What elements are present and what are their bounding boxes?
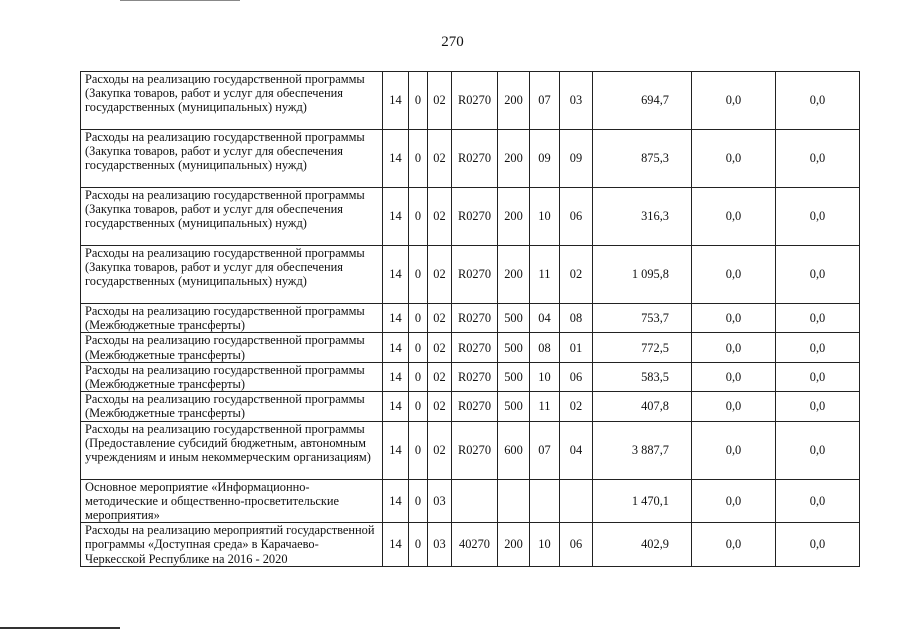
- expense-type-code: 500: [498, 304, 530, 333]
- table-row: [81, 479, 860, 523]
- page-number: 270: [441, 34, 464, 50]
- subprogram-code: 0: [409, 333, 428, 362]
- amount-year-3: 0,0: [776, 421, 860, 479]
- section-code: 10: [530, 188, 560, 246]
- subprogram-code: 0: [409, 188, 428, 246]
- amount-year-1: 1 470,1: [593, 479, 692, 523]
- subsection-code: [560, 479, 593, 523]
- event-code: 02: [428, 130, 452, 188]
- program-code: 14: [383, 130, 409, 188]
- subsection-code: 02: [560, 392, 593, 421]
- amount-year-1: 316,3: [593, 188, 692, 246]
- event-code: 02: [428, 362, 452, 391]
- amount-year-2: 0,0: [692, 304, 776, 333]
- table-row: [81, 362, 860, 391]
- subprogram-code: 0: [409, 392, 428, 421]
- amount-year-3: 0,0: [776, 304, 860, 333]
- direction-code: R0270: [452, 421, 498, 479]
- direction-code: [452, 479, 498, 523]
- table-row: [81, 188, 860, 246]
- expense-type-code: 500: [498, 362, 530, 391]
- amount-year-2: 0,0: [692, 188, 776, 246]
- expense-type-code: 200: [498, 188, 530, 246]
- program-code: 14: [383, 362, 409, 391]
- subprogram-code: 0: [409, 479, 428, 523]
- amount-year-2: 0,0: [692, 333, 776, 362]
- amount-year-2: 0,0: [692, 72, 776, 130]
- program-code: 14: [383, 72, 409, 130]
- direction-code: 40270: [452, 523, 498, 567]
- subsection-code: 02: [560, 246, 593, 304]
- subprogram-code: 0: [409, 246, 428, 304]
- amount-year-1: 407,8: [593, 392, 692, 421]
- amount-year-2: 0,0: [692, 362, 776, 391]
- amount-year-2: 0,0: [692, 246, 776, 304]
- row-description: Расходы на реализацию государственной программы (Межбюджетные трансферты): [81, 362, 383, 391]
- amount-year-3: 0,0: [776, 188, 860, 246]
- subprogram-code: 0: [409, 72, 428, 130]
- program-code: 14: [383, 479, 409, 523]
- event-code: 02: [428, 72, 452, 130]
- amount-year-1: 753,7: [593, 304, 692, 333]
- event-code: 02: [428, 304, 452, 333]
- event-code: 02: [428, 188, 452, 246]
- amount-year-3: 0,0: [776, 392, 860, 421]
- direction-code: R0270: [452, 72, 498, 130]
- section-code: 04: [530, 304, 560, 333]
- expense-type-code: 600: [498, 421, 530, 479]
- bottom-edge-rule: [0, 627, 120, 629]
- table-row: [81, 523, 860, 567]
- amount-year-3: 0,0: [776, 362, 860, 391]
- amount-year-1: 3 887,7: [593, 421, 692, 479]
- row-description: Расходы на реализацию государственной программы (Закупка товаров, работ и услуг для обеспечения государственных (муниципальных) нужд): [81, 130, 383, 188]
- program-code: 14: [383, 188, 409, 246]
- section-code: 07: [530, 72, 560, 130]
- program-code: 14: [383, 523, 409, 567]
- direction-code: R0270: [452, 304, 498, 333]
- table-row: [81, 246, 860, 304]
- expense-type-code: [498, 479, 530, 523]
- amount-year-3: 0,0: [776, 130, 860, 188]
- section-code: 10: [530, 362, 560, 391]
- subsection-code: 06: [560, 523, 593, 567]
- subprogram-code: 0: [409, 523, 428, 567]
- expense-type-code: 200: [498, 72, 530, 130]
- amount-year-3: 0,0: [776, 246, 860, 304]
- amount-year-1: 1 095,8: [593, 246, 692, 304]
- event-code: 02: [428, 246, 452, 304]
- row-description: Расходы на реализацию государственной программы (Предоставление субсидий бюджетным, автономным учреждениям и иным некоммерческим организациям): [81, 421, 383, 479]
- event-code: 02: [428, 392, 452, 421]
- row-description: Расходы на реализацию государственной программы (Межбюджетные трансферты): [81, 333, 383, 362]
- amount-year-1: 694,7: [593, 72, 692, 130]
- direction-code: R0270: [452, 392, 498, 421]
- amount-year-3: 0,0: [776, 523, 860, 567]
- direction-code: R0270: [452, 246, 498, 304]
- section-code: 08: [530, 333, 560, 362]
- amount-year-1: 772,5: [593, 333, 692, 362]
- subsection-code: 04: [560, 421, 593, 479]
- direction-code: R0270: [452, 188, 498, 246]
- expense-type-code: 500: [498, 392, 530, 421]
- row-description: Расходы на реализацию мероприятий государственной программы «Доступная среда» в Карачаево-Черкесской Республике на 2016 - 2020: [81, 523, 383, 567]
- program-code: 14: [383, 392, 409, 421]
- amount-year-2: 0,0: [692, 421, 776, 479]
- row-description: Расходы на реализацию государственной программы (Закупка товаров, работ и услуг для обеспечения государственных (муниципальных) нужд): [81, 72, 383, 130]
- row-description: Расходы на реализацию государственной программы (Закупка товаров, работ и услуг для обеспечения государственных (муниципальных) нужд): [81, 188, 383, 246]
- row-description: Расходы на реализацию государственной программы (Межбюджетные трансферты): [81, 392, 383, 421]
- section-code: 10: [530, 523, 560, 567]
- event-code: 03: [428, 479, 452, 523]
- event-code: 02: [428, 421, 452, 479]
- table-row: [81, 421, 860, 479]
- amount-year-3: 0,0: [776, 72, 860, 130]
- table-body: [81, 72, 860, 567]
- subprogram-code: 0: [409, 304, 428, 333]
- section-code: 07: [530, 421, 560, 479]
- row-description: Расходы на реализацию государственной программы (Межбюджетные трансферты): [81, 304, 383, 333]
- subsection-code: 09: [560, 130, 593, 188]
- event-code: 03: [428, 523, 452, 567]
- amount-year-1: 875,3: [593, 130, 692, 188]
- section-code: 11: [530, 392, 560, 421]
- subsection-code: 08: [560, 304, 593, 333]
- amount-year-2: 0,0: [692, 392, 776, 421]
- table-row: [81, 392, 860, 421]
- subsection-code: 06: [560, 362, 593, 391]
- amount-year-2: 0,0: [692, 130, 776, 188]
- expense-type-code: 500: [498, 333, 530, 362]
- subsection-code: 06: [560, 188, 593, 246]
- expense-type-code: 200: [498, 523, 530, 567]
- row-description: Расходы на реализацию государственной программы (Закупка товаров, работ и услуг для обеспечения государственных (муниципальных) нужд): [81, 246, 383, 304]
- row-description: Основное мероприятие «Информационно-методические и общественно-просветительские мероприятия»: [81, 479, 383, 523]
- section-code: [530, 479, 560, 523]
- amount-year-3: 0,0: [776, 333, 860, 362]
- direction-code: R0270: [452, 333, 498, 362]
- amount-year-2: 0,0: [692, 523, 776, 567]
- amount-year-3: 0,0: [776, 479, 860, 523]
- amount-year-1: 402,9: [593, 523, 692, 567]
- direction-code: R0270: [452, 130, 498, 188]
- expense-type-code: 200: [498, 130, 530, 188]
- section-code: 11: [530, 246, 560, 304]
- table-row: [81, 333, 860, 362]
- subprogram-code: 0: [409, 130, 428, 188]
- subsection-code: 03: [560, 72, 593, 130]
- subprogram-code: 0: [409, 362, 428, 391]
- amount-year-1: 583,5: [593, 362, 692, 391]
- table-row: [81, 304, 860, 333]
- program-code: 14: [383, 304, 409, 333]
- program-code: 14: [383, 246, 409, 304]
- amount-year-2: 0,0: [692, 479, 776, 523]
- table-row: [81, 72, 860, 130]
- event-code: 02: [428, 333, 452, 362]
- program-code: 14: [383, 421, 409, 479]
- budget-table: [80, 71, 860, 567]
- table-row: [81, 130, 860, 188]
- top-edge-rule: [120, 0, 240, 1]
- expense-type-code: 200: [498, 246, 530, 304]
- direction-code: R0270: [452, 362, 498, 391]
- program-code: 14: [383, 333, 409, 362]
- section-code: 09: [530, 130, 560, 188]
- subprogram-code: 0: [409, 421, 428, 479]
- subsection-code: 01: [560, 333, 593, 362]
